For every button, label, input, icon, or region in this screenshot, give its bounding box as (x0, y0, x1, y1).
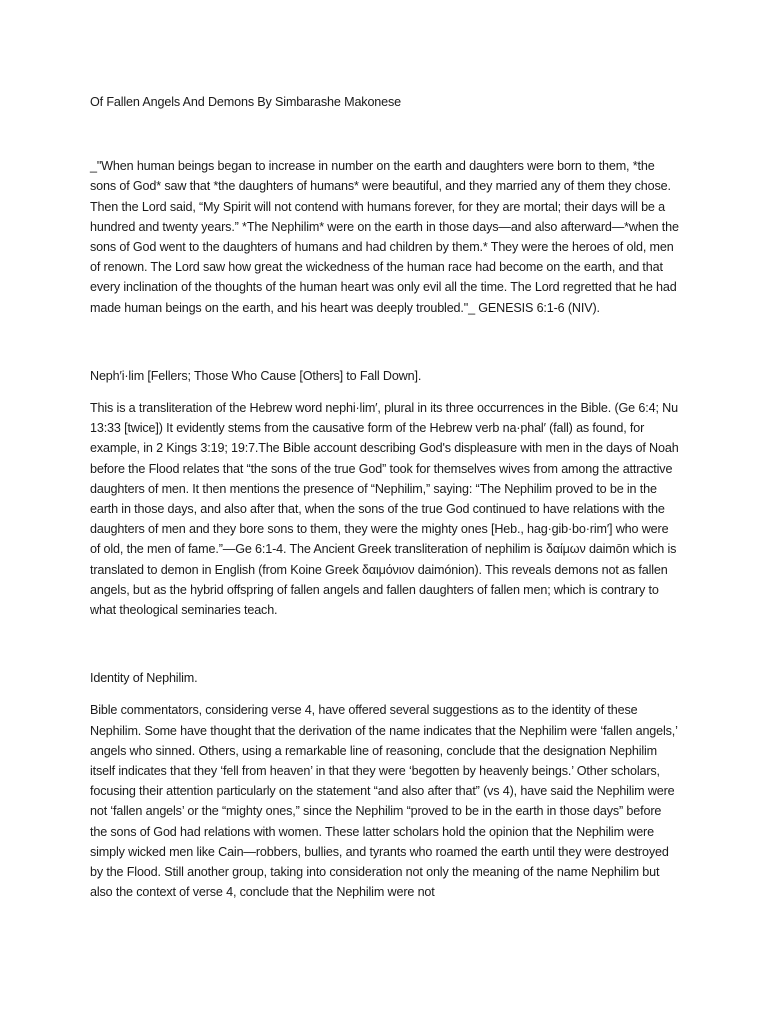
spacer (90, 688, 680, 700)
nephilim-heading: Neph′i·lim [Fellers; Those Who Cause [Others] to Fall Down]. (90, 368, 422, 383)
spacer (90, 620, 680, 668)
genesis-quote-paragraph: _"When human beings began to increase in number on the earth and daughters were born to them, *the sons of God* saw that *the daughters of humans* were beautiful, and they married any of them they chose. Then the Lord said, “My Spirit will not contend with humans forever, for they are mortal; their days will be a hundred and twenty years.” *The Nephilim* were on the earth in those days—and also afterward—*when the sons of God went to the daughters of humans and had children by them.* They were the heroes of old, men of renown. The Lord saw how great the wickedness of the human race had become on the earth, and that every inclination of the thoughts of the human heart was only evil all the time. The Lord regretted that he had made human beings on the earth, and his heart was deeply troubled."_ GENESIS 6:1-6 (NIV). (90, 159, 679, 315)
document-title: Of Fallen Angels And Demons By Simbarashe Makonese (90, 95, 402, 109)
identity-paragraph: Bible commentators, considering verse 4, have offered several suggestions as to the identity of these Nephilim. Some have thought that the derivation of the name indicates that the Nephilim were ‘fallen angels,’ angels who sinned. Others, using a remarkable line of reasoning, conclude that the designation Nephilim itself indicates that they ‘fell from heaven’ in that they were ‘begotten by heavenly beings.’ Other scholars, focusing their attention particularly on the statement “and also after that” (vs 4), have said the Nephilim were not ‘fallen angels’ or the “mighty ones,” since the Nephilim “proved to be in the earth in those days” before the sons of God had relations with women. These latter scholars hold the opinion that the Nephilim were simply wicked men like Cain—robbers, bullies, and tyrants who roamed the earth until they were destroyed by the Flood. Still another group, taking into consideration not only the meaning of the name Nephilim but also the context of verse 4, conclude that the Nephilim were not (90, 703, 678, 900)
identity-heading: Identity of Nephilim. (90, 671, 198, 686)
spacer (90, 318, 680, 366)
spacer (90, 386, 680, 398)
document-body (90, 92, 680, 903)
spacer (90, 112, 680, 156)
transliteration-paragraph: This is a transliteration of the Hebrew word nephi·lim′, plural in its three occurrences in the Bible. (Ge 6:4; Nu 13:33 [twice]) It evidently stems from the causative form of the Hebrew verb na·phal′ (fall) as found, for example, in 2 Kings 3:19; 19:7.The Bible account describing God's displeasure with men in the days of Noah before the Flood relates that “the sons of the true God” took for themselves wives from among the attractive daughters of men. It then mentions the presence of “Nephilim,” saying: “The Nephilim proved to be in the earth in those days, and also after that, when the sons of the true God continued to have relations with the daughters of men and they bore sons to them, they were the mighty ones [Heb., hag·gib·bo·rim′] who were of old, the men of fame.”—Ge 6:1-4. The Ancient Greek transliteration of nephilim is δαίμων daimōn which is translated to demon in English (from Koine Greek δαιμόνιον daimónion). This reveals demons not as fallen angels, but as the hybrid offspring of fallen angels and fallen daughters of fallen men; which is contrary to what theological seminaries teach. (90, 401, 679, 618)
